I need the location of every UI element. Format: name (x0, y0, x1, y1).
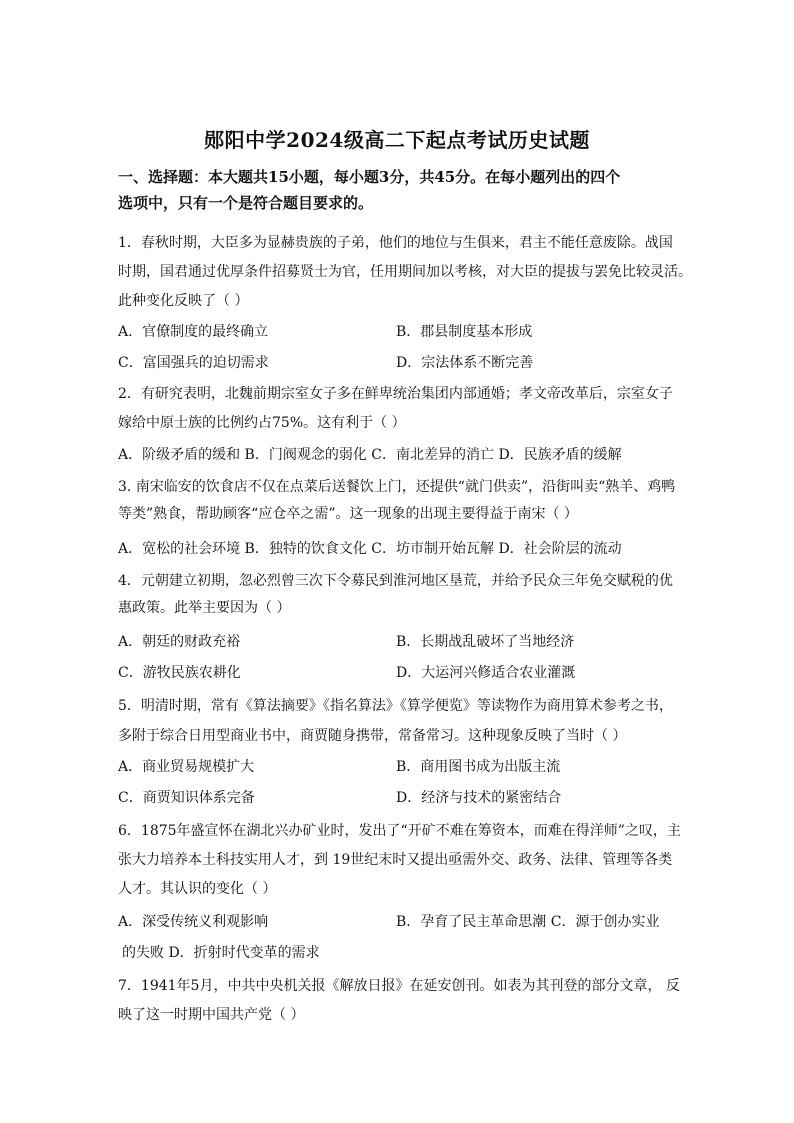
q7-stem-line-2: 映了这一时期中国共产党（ ） (118, 1007, 305, 1023)
section-heading-line-1: 一、选择题：本大题共15小题，每小题3分，共45分。在每小题列出的四个 (118, 168, 621, 186)
q7-stem-line-1: 7．1941年5月，中共中央机关报《解放日报》在延安创刊。如表为其刊登的部分文章， 反 (118, 978, 680, 994)
q1-option-b: B．郡县制度基本形成 (396, 324, 533, 340)
q5-option-a: A．商业贸易规模扩大 (118, 759, 255, 775)
q5-option-c: C．商贾知识体系完备 (118, 790, 255, 806)
q3-stem-line-2: 等类”熟食，帮助顾客“应仓卒之需”。这一现象的出现主要得益于南宋（ ） (118, 506, 578, 522)
q6-stem-line-2: 张大力培养本土科技实用人才，到 19世纪末时又提出亟需外交、政务、法律、管理等各类 (118, 852, 673, 868)
q5-option-b: B．商用图书成为出版主流 (396, 759, 561, 775)
section-heading-line-2: 选项中，只有一个是符合题目要求的。 (118, 194, 374, 212)
q6-option-a: A．深受传统义利观影响 (118, 914, 269, 930)
q4-stem-line-2: 惠政策。此举主要因为（ ） (118, 600, 291, 616)
q1-option-d: D．宗法体系不断完善 (396, 355, 534, 371)
q1-stem-line-3: 此种变化反映了（ ） (118, 293, 249, 309)
q4-stem-line-1: 4．元朝建立初期，忽必烈曾三次下令募民到淮河地区垦荒，并给予民众三年免交赋税的优 (118, 573, 673, 589)
q4-option-d: D．大运河兴修适合农业灌溉 (396, 665, 576, 681)
q2-stem-line-2: 嫁给中原士族的比例约占75%。这有利于（ ） (118, 415, 406, 431)
q3-options: A．宽松的社会环境 B．独特的饮食文化 C．坊市制开始瓦解 D．社会阶层的流动 (118, 541, 622, 557)
q4-option-c: C．游牧民族农耕化 (118, 665, 241, 681)
q5-option-d: D．经济与技术的紧密结合 (396, 790, 562, 806)
q4-option-a: A．朝廷的财政充裕 (118, 634, 241, 650)
q5-stem-line-1: 5．明清时期，常有《算法摘要》《指名算法》《算学便览》等读物作为商用算术参考之书， (118, 698, 673, 714)
q2-options: A．阶级矛盾的缓和 B．门阀观念的弱化 C．南北差异的消亡 D．民族矛盾的缓解 (118, 447, 622, 463)
q1-option-c: C．富国强兵的迫切需求 (118, 355, 269, 371)
page-title: 郧阳中学2024级高二下起点考试历史试题 (204, 128, 590, 152)
q1-stem-line-2: 时期，国君通过优厚条件招募贤士为官，任用期间加以考核，对大臣的提拔与罢免比较灵活。 (118, 264, 692, 280)
q2-stem-line-1: 2．有研究表明，北魏前期宗室女子多在鲜卑统治集团内部通婚；孝文帝改革后，宗室女子 (118, 386, 673, 402)
q1-stem-line-1: 1．春秋时期，大臣多为显赫贵族的子弟，他们的地位与生俱来，君主不能任意废除。战国 (118, 235, 673, 251)
q4-option-b: B．长期战乱破坏了当地经济 (396, 634, 575, 650)
q6-options-continued: 的失败 D．折射时代变革的需求 (122, 945, 320, 961)
q3-stem-line-1: 3. 南宋临安的饮食店不仅在点菜后送餐饮上门，还提供“就门供卖”，沿街叫卖“熟羊、鸡鸭 (118, 479, 676, 495)
q6-options-b-c: B．孕育了民主革命思潮 C．源于创办实业 (396, 914, 660, 930)
q5-stem-line-2: 多附于综合日用型商业书中，商贾随身携带，常备常习。这种现象反映了当时（ ） (118, 728, 627, 744)
q1-option-a: A．官僚制度的最终确立 (118, 324, 269, 340)
q6-stem-line-1: 6．1875年盛宣怀在湖北兴办矿业时，发出了“开矿不难在筹资本，而难在得洋师”之叹，主 (118, 823, 681, 839)
q6-stem-line-3: 人才。其认识的变化（ ） (118, 881, 277, 897)
